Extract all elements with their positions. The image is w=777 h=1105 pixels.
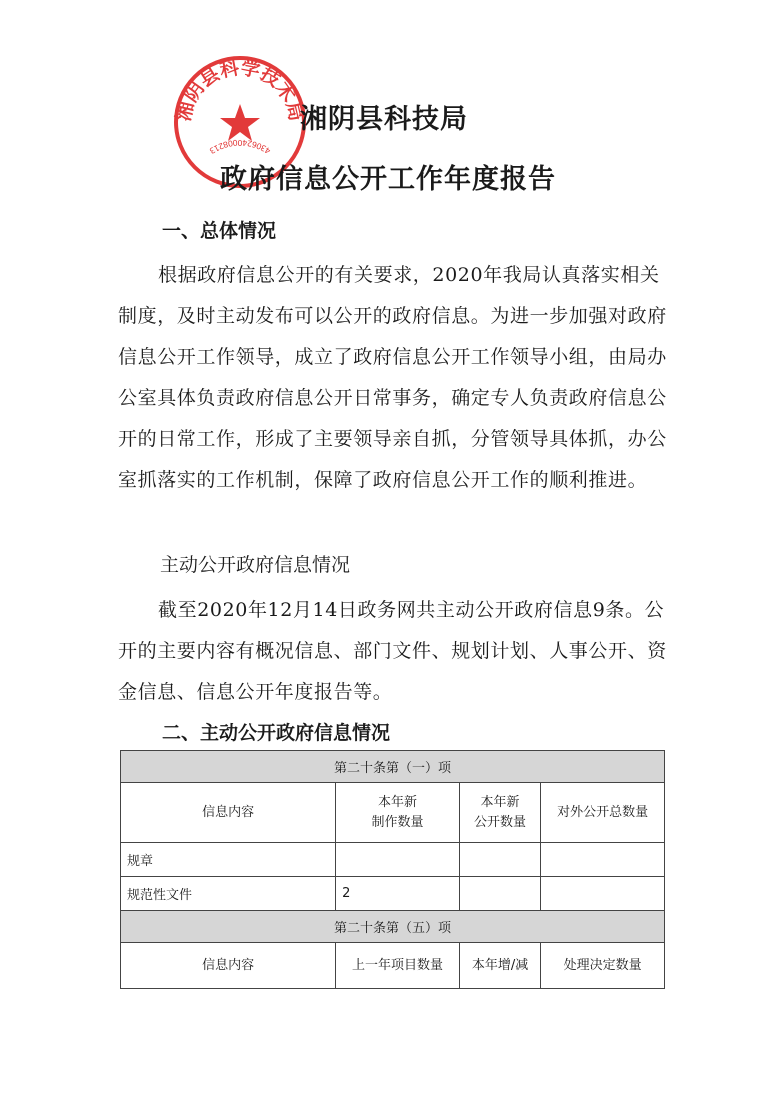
table1-row-label: 规范性文件 [121,877,336,911]
seal-text: 湘阴县科学技术局 [172,56,308,124]
table1-row-published [459,843,541,877]
title-line-1: 湘阴县科技局 [300,104,468,135]
table1-header-published: 本年新 公开数量 [459,783,541,843]
info-table-1 [120,750,665,989]
seal-code: 4306240008213 [207,137,273,156]
table1-row-made [336,843,460,877]
section1-subheading: 主动公开政府信息情况 [160,554,351,576]
section1-paragraph: 根据政府信息公开的有关要求，2020年我局认真落实相关制度，及时主动发布可以公开的政府信息。为进一步加强对政府信息公开工作领导，成立了政府信息公开工作领导小组，由局办公室具体负责政府信息公开日常事务，确定专人负责政府信息公开的日常工作，形成了主要领导亲自抓，分管领导具体抓，办公室抓落实的工作机制，保障了政府信息公开工作的顺利推进。 [118,264,667,491]
title-line-2: 政府信息公开工作年度报告 [220,164,556,195]
table1-row-made: 2 [336,877,460,911]
seal-star-icon [220,104,260,141]
table2-band: 第二十条第（五）项 [121,911,665,943]
table2-header-content: 信息内容 [121,943,336,989]
table-row [121,843,665,877]
table2-header-change: 本年增/减 [459,943,541,989]
table1-header-total: 对外公开总数量 [541,783,665,843]
table1-header-made: 本年新 制作数量 [336,783,460,843]
section1-heading: 一、总体情况 [162,220,277,242]
table1-row-total [541,843,665,877]
section1-paragraph2: 截至2020年12月14日政务网共主动公开政府信息9条。公开的主要内容有概况信息、部门文件、规划计划、人事公开、资金信息、信息公开年度报告等。 [118,599,667,703]
table1-row-total [541,877,665,911]
table2-header-prev: 上一年项目数量 [336,943,460,989]
table1-row-label: 规章 [121,843,336,877]
table1-band: 第二十条第（一）项 [121,751,665,783]
svg-text:4306240008213 [208,138,273,156]
table-row [121,877,665,911]
table1-row-published [459,877,541,911]
table2-header-decisions: 处理决定数量 [541,943,665,989]
section2-heading: 二、主动公开政府信息情况 [162,722,391,744]
table1-header-content: 信息内容 [121,783,336,843]
